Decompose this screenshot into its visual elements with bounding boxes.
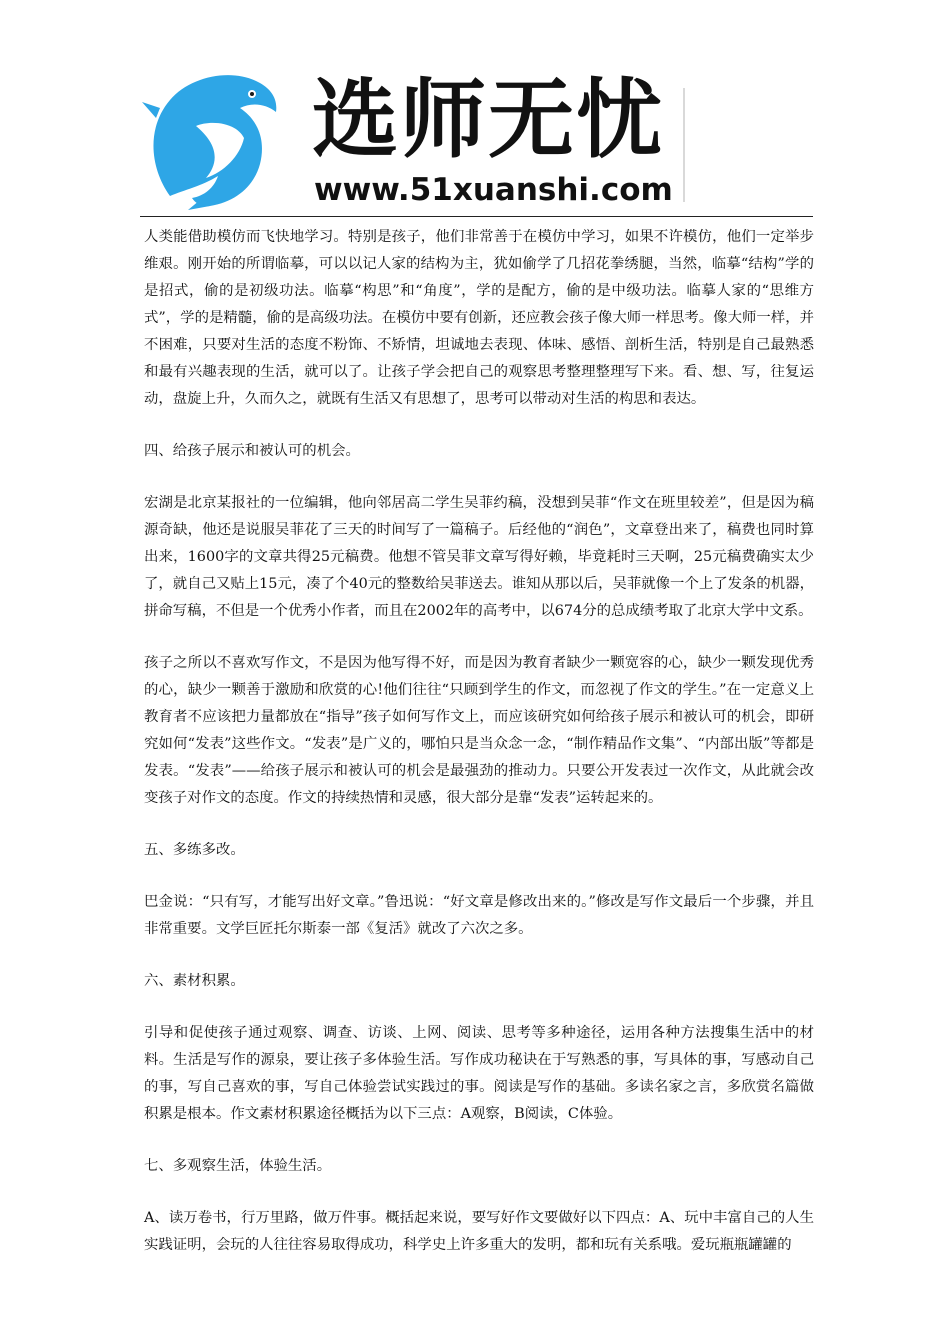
paragraph-revision: 巴金说：“只有写，才能写出好文章。”鲁迅说：“好文章是修改出来的。”修改是写作文最后一个步骤，并且非常重要。文学巨匠托尔斯泰一部《复活》就改了六次之多。 [144,894,814,937]
paragraph-observation: A、读万卷书，行万里路，做万件事。概括起来说，要写好作文要做好以下四点：A、玩中丰富自己的人生实践证明，会玩的人往往容易取得成功，科学史上许多重大的发明，都和玩有关系哦。爱玩瓶瓶罐罐的 [144,1210,814,1253]
brand-url: www.51xuanshi.com [314,172,673,208]
header-rule [140,216,813,217]
section-heading-5: 五、多练多改。 [144,842,245,858]
section-heading-6: 六、素材积累。 [144,973,245,989]
article-body [144,224,814,1284]
section-heading-4: 四、给孩子展示和被认可的机会。 [144,443,360,459]
header-divider [683,88,685,202]
header-logo [140,68,820,210]
paragraph-publishing: 孩子之所以不喜欢写作文，不是因为他写得不好，而是因为教育者缺少一颗宽容的心，缺少一颗发现优秀的心，缺少一颗善于激励和欣赏的心!他们往往“只顾到学生的作文，而忽视了作文的学生。”在一定意义上教育者不应该把力量都放在“指导”孩子如何写作文上，而应该研究如何给孩子展示和被认可的机会，即研究如何“发表”这些作文。“发表”是广义的，哪怕只是当众念一念，“制作精品作文集”、“内部出版”等都是发表。“发表”——给孩子展示和被认可的机会是最强劲的推动力。只要公开发表过一次作文，从此就会改变孩子对作文的态度。作文的持续热情和灵感，很大部分是靠“发表”运转起来的。 [144,655,814,806]
paragraph-material: 引导和促使孩子通过观察、调查、访谈、上网、阅读、思考等多种途径，运用各种方法搜集生活中的材料。生活是写作的源泉，要让孩子多体验生活。写作成功秘诀在于写熟悉的事，写具体的事，写感动自己的事，写自己喜欢的事，写自己体验尝试实践过的事。阅读是写作的基础。多读名家之言，多欣赏名篇做积累是根本。作文素材积累途径概括为以下三点：A观察，B阅读，C体验。 [144,1025,814,1122]
dolphin-icon [140,68,290,210]
brand-name: 选师无忧 [312,70,664,170]
section-heading-7: 七、多观察生活，体验生活。 [144,1158,332,1174]
paragraph-imitation: 人类能借助模仿而飞快地学习。特别是孩子，他们非常善于在模仿中学习，如果不许模仿，他们一定举步维艰。刚开始的所谓临摹，可以以记人家的结构为主，犹如偷学了几招花拳绣腿，当然，临摹“结构”学的是招式，偷的是初级功法。临摹“构思”和“角度”，学的是配方，偷的是中级功法。临摹人家的“思维方式”，学的是精髓，偷的是高级功法。在模仿中要有创新，还应教会孩子像大师一样思考。像大师一样，并不困难，只要对生活的态度不粉饰、不矫情，坦诚地去表现、体味、感悟、剖析生活，特别是自己最熟悉和最有兴趣表现的生活，就可以了。让孩子学会把自己的观察思考整理整理写下来。看、想、写，往复运动，盘旋上升，久而久之，就既有生活又有思想了，思考可以带动对生活的构思和表达。 [144,229,814,407]
paragraph-editor-story: 宏湖是北京某报社的一位编辑，他向邻居高二学生吴菲约稿，没想到吴菲“作文在班里较差”，但是因为稿源奇缺，他还是说服吴菲花了三天的时间写了一篇稿子。后经他的“润色”，文章登出来了，稿费也同时算出来，1600字的文章共得25元稿费。他想不管吴菲文章写得好赖，毕竟耗时三天啊，25元稿费确实太少了，就自己又贴上15元，凑了个40元的整数给吴菲送去。谁知从那以后，吴菲就像一个上了发条的机器，拼命写稿，不但是一个优秀小作者，而且在2002年的高考中，以674分的总成绩考取了北京大学中文系。 [144,495,814,619]
